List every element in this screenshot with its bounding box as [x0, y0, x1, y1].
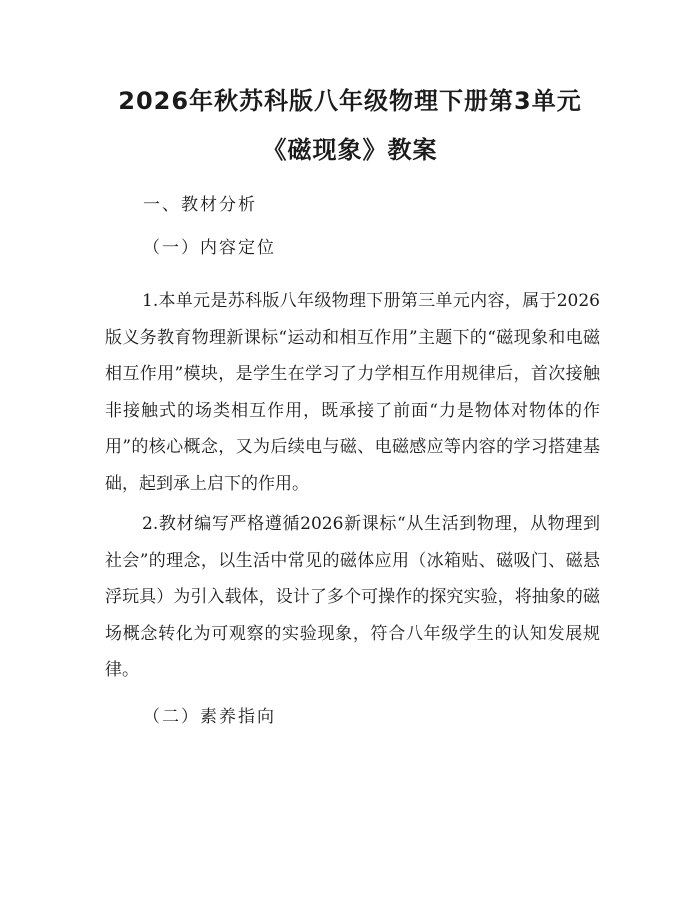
subsection-heading-literacy-orientation: （二）素养指向	[143, 707, 276, 727]
section-heading-textbook-analysis: 一、教材分析	[143, 195, 257, 215]
paragraph-textbook-design: 2.教材编写严格遵循2026新课标“从生活到物理，从物理到社会”的理念，以生活中常见的磁体应用（冰箱贴、磁吸门、磁悬浮玩具）为引入载体，设计了多个可操作的探究实验，将抽象的磁场概念转化为可观察的实验现象，符合八年级学生的认知发展规律。	[105, 514, 600, 680]
paragraph-content-positioning: 1.本单元是苏科版八年级物理下册第三单元内容，属于2026版义务教育物理新课标“运动和相互作用”主题下的“磁现象和电磁相互作用”模块，是学生在学习了力学相互作用规律后，首次接触非接触式的场类相互作用，既承接了前面“力是物体对物体的作用”的核心概念，又为后续电与磁、电磁感应等内容的学习搭建基础，起到承上启下的作用。	[105, 291, 600, 494]
subsection-heading-content-positioning: （一）内容定位	[143, 238, 276, 258]
document-title-line-1: 2026年秋苏科版八年级物理下册第3单元	[118, 87, 582, 115]
document-title-line-2: 《磁现象》教案	[262, 136, 438, 164]
